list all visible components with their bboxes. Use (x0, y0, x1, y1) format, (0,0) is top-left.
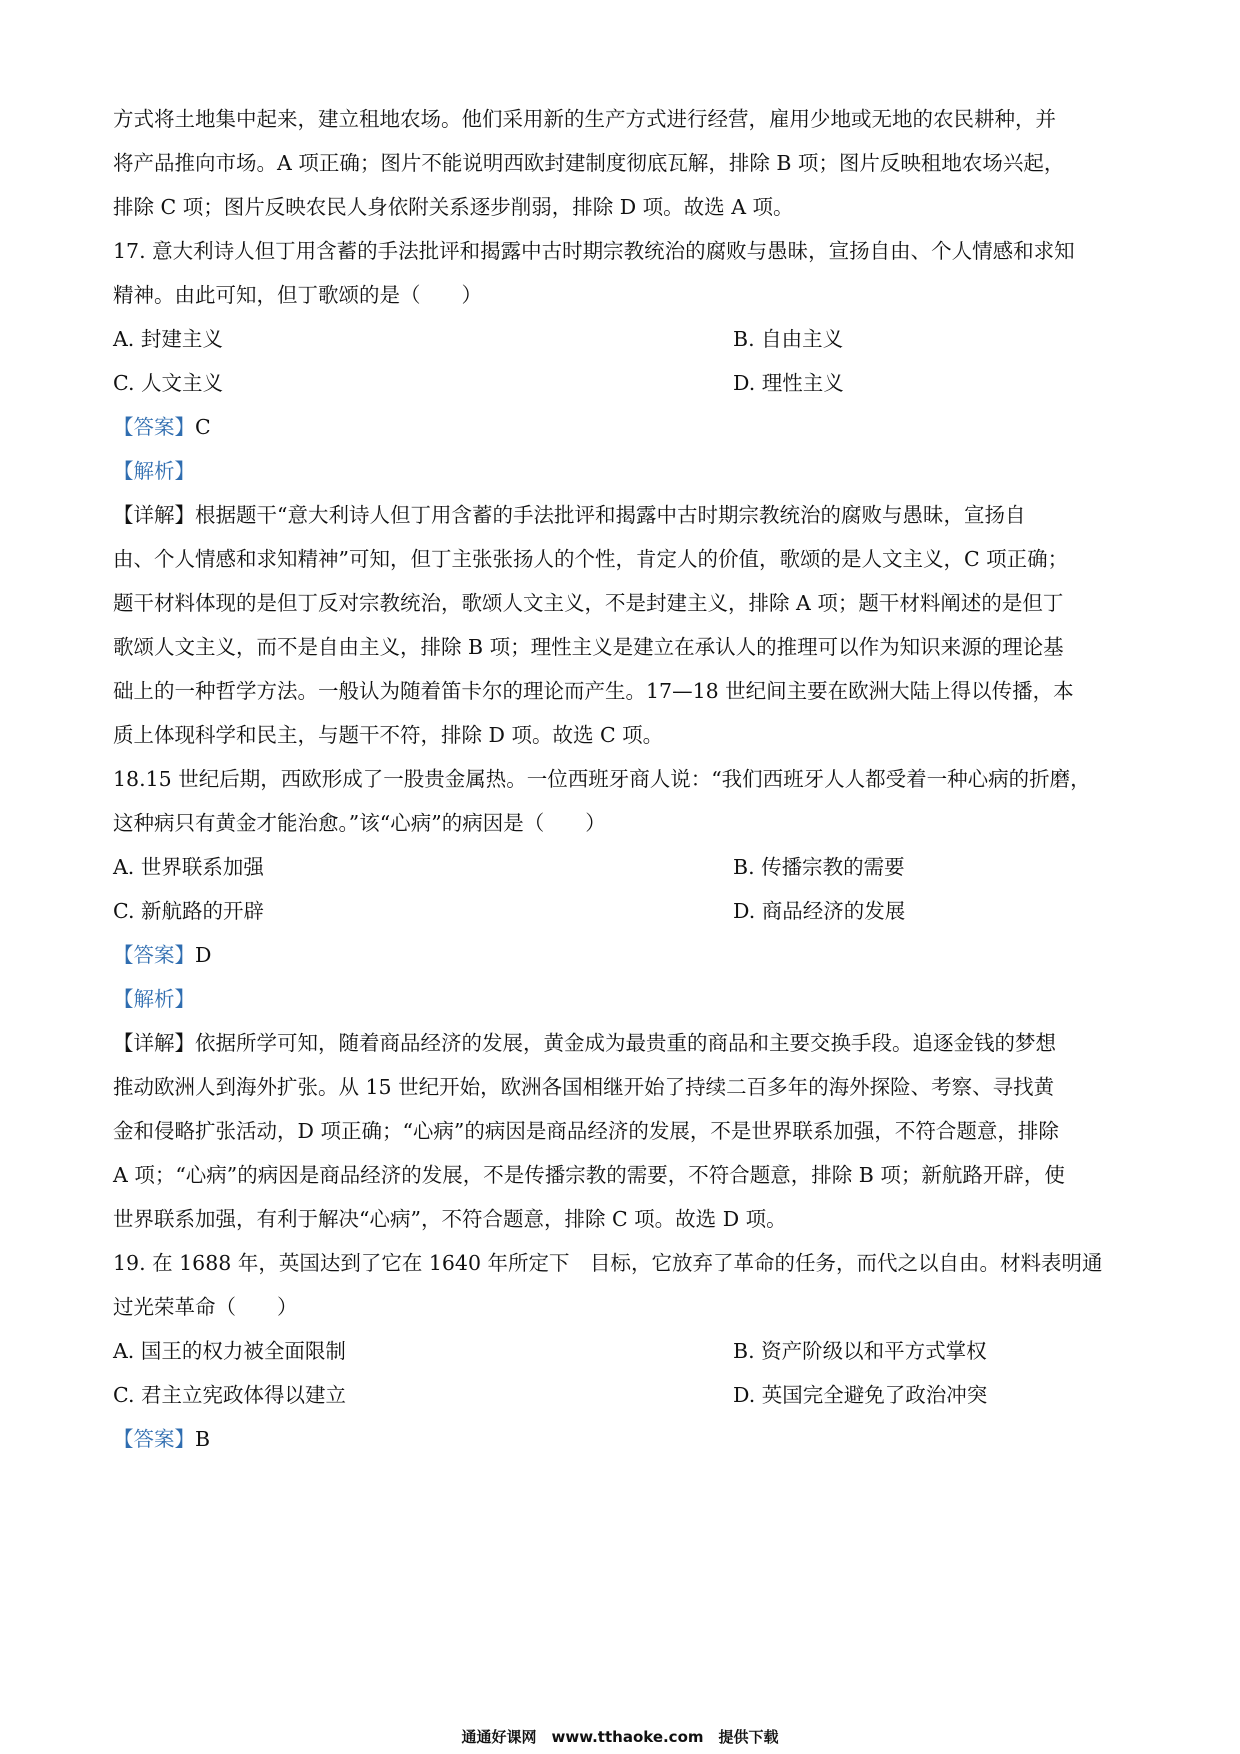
answer-tag: 【答案】 (113, 943, 195, 967)
q18-detail-line: 世界联系加强，有利于解决“心病”，不符合题意，排除 C 项。故选 D 项。 (113, 1207, 787, 1231)
q18-detail-line: 推动欧洲人到海外扩张。从 15 世纪开始，欧洲各国相继开始了持续二百多年的海外探险、考察、寻找黄 (113, 1075, 1055, 1099)
q19-stem-line: 过光荣革命（ ） (113, 1295, 298, 1319)
q19-answer (113, 1424, 1130, 1454)
q18-stem-line: 这种病只有黄金才能治愈。”该“心病”的病因是（ ） (113, 811, 606, 835)
q18-option-b: B. 传播宗教的需要 (733, 855, 905, 879)
q19-option-b: B. 资产阶级以和平方式掌权 (733, 1339, 987, 1363)
q18-answer (113, 940, 1130, 970)
answer-value: C (195, 415, 211, 439)
q18-detail-line: 金和侵略扩张活动，D 项正确；“心病”的病因是商品经济的发展，不是世界联系加强，不符合题意，排除 (113, 1119, 1059, 1143)
q17-detail-line: 质上体现科学和民主，与题干不符，排除 D 项。故选 C 项。 (113, 723, 664, 747)
q19-stem-line: 19. 在 1688 年，英国达到了它在 1640 年所定下 目标，它放弃了革命的任务，而代之以自由。材料表明通 (113, 1251, 1103, 1275)
q18-options-row (113, 896, 1130, 926)
analysis-tag: 【解析】 (113, 987, 195, 1011)
q17-detail-line: 歌颂人文主义，而不是自由主义，排除 B 项；理性主义是建立在承认人的推理可以作为知识来源的理论基 (113, 635, 1064, 659)
q17-stem-line: 精神。由此可知，但丁歌颂的是（ ） (113, 283, 482, 307)
q17-detail-line: 础上的一种哲学方法。一般认为随着笛卡尔的理论而产生。17—18 世纪间主要在欧洲大陆上得以传播，本 (113, 679, 1074, 703)
q19-options-row (113, 1336, 1130, 1366)
q17-detail-line (113, 500, 1130, 530)
intro-line: 方式将土地集中起来，建立租地农场。他们采用新的生产方式进行经营，雇用少地或无地的农民耕种，并 (113, 107, 1056, 131)
q17-options-row (113, 368, 1130, 398)
q17-answer (113, 412, 1130, 442)
q17-option-b: B. 自由主义 (733, 327, 844, 351)
detail-tag: 【详解】 (113, 503, 195, 527)
q17-detail-line: 由、个人情感和求知精神”可知，但丁主张张扬人的个性，肯定人的价值，歌颂的是人文主义，C 项正确； (113, 547, 1069, 571)
q19-option-a: A. 国王的权力被全面限制 (113, 1339, 346, 1363)
answer-tag: 【答案】 (113, 415, 195, 439)
detail-text: 依据所学可知，随着商品经济的发展，黄金成为最贵重的商品和主要交换手段。追逐金钱的梦想 (195, 1031, 1056, 1055)
analysis-tag: 【解析】 (113, 459, 195, 483)
q17-stem-line: 17. 意大利诗人但丁用含蓄的手法批评和揭露中古时期宗教统治的腐败与愚昧，宣扬自由、个人情感和求知 (113, 239, 1075, 263)
answer-value: B (195, 1427, 211, 1451)
answer-value: D (195, 943, 212, 967)
page-footer: 通通好课网 www.tthaoke.com 提供下载 (461, 1728, 779, 1746)
q18-analysis (113, 984, 1130, 1014)
answer-tag: 【答案】 (113, 1427, 195, 1451)
q18-option-d: D. 商品经济的发展 (733, 899, 906, 923)
q17-options-row (113, 324, 1130, 354)
intro-line: 排除 C 项；图片反映农民人身依附关系逐步削弱，排除 D 项。故选 A 项。 (113, 195, 794, 219)
q17-option-c: C. 人文主义 (113, 371, 223, 395)
q18-option-a: A. 世界联系加强 (113, 855, 264, 879)
q17-analysis (113, 456, 1130, 486)
q18-detail-line: A 项；“心病”的病因是商品经济的发展，不是传播宗教的需要，不符合题意，排除 B 项；新航路开辟，使 (113, 1163, 1065, 1187)
q19-option-c: C. 君主立宪政体得以建立 (113, 1383, 346, 1407)
q18-options-row (113, 852, 1130, 882)
intro-line: 将产品推向市场。A 项正确；图片不能说明西欧封建制度彻底瓦解，排除 B 项；图片反映租地农场兴起， (113, 151, 1065, 175)
q17-option-a: A. 封建主义 (113, 327, 223, 351)
q17-option-d: D. 理性主义 (733, 371, 844, 395)
q17-detail-line: 题干材料体现的是但丁反对宗教统治，歌颂人文主义，不是封建主义，排除 A 项；题干材料阐述的是但丁 (113, 591, 1064, 615)
q18-stem-line: 18.15 世纪后期，西欧形成了一股贵金属热。一位西班牙商人说：“我们西班牙人人都受着一种心病的折磨， (113, 767, 1091, 791)
q19-options-row (113, 1380, 1130, 1410)
q19-option-d: D. 英国完全避免了政治冲突 (733, 1383, 988, 1407)
detail-text: 根据题干“意大利诗人但丁用含蓄的手法批评和揭露中古时期宗教统治的腐败与愚昧，宣扬自 (195, 503, 1026, 527)
detail-tag: 【详解】 (113, 1031, 195, 1055)
q18-option-c: C. 新航路的开辟 (113, 899, 264, 923)
q18-detail-line (113, 1028, 1130, 1058)
